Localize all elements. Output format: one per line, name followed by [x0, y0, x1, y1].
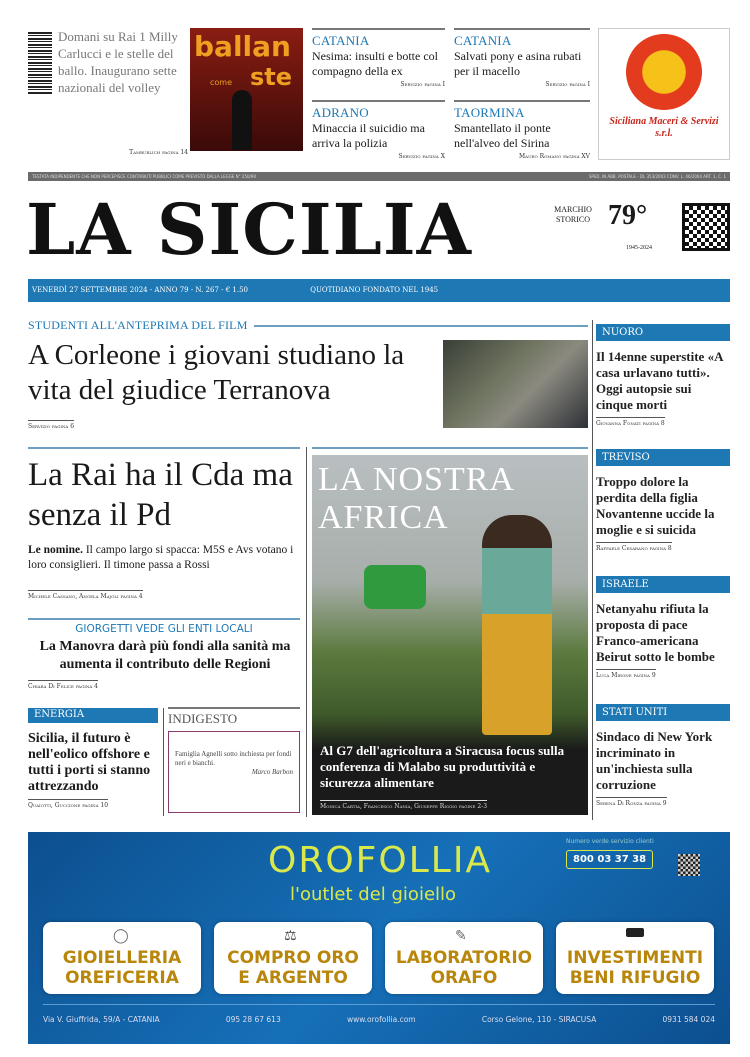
ad-footer: [43, 1004, 715, 1024]
anniversary-years: 1945-2024: [626, 245, 652, 251]
website-link[interactable]: www.orofollia.com: [346, 1015, 416, 1024]
lead-kicker-row: [28, 318, 588, 333]
marchio-storico: MARCHIO STORICO: [554, 205, 592, 224]
sidebar-byline: Raffaele Cesarano pagina 8: [596, 542, 672, 552]
manovra-byline: Chiara Di Felice pagina 4: [28, 680, 98, 690]
indigesto-author: Marco Barbon: [251, 768, 293, 776]
rai-byline: Michele Cassano, Angela Majoli pagina 4: [28, 590, 143, 600]
column-rule: [592, 320, 593, 820]
kicker: STUDENTI ALL'ANTEPRIMA DEL FILM: [28, 318, 248, 332]
rai-headline[interactable]: La Rai ha il Cda ma senza il Pd: [28, 457, 293, 533]
top-advertisement[interactable]: [598, 28, 730, 160]
column-rule: [163, 708, 164, 816]
ad-qr-code[interactable]: [678, 854, 700, 876]
sidebar-byline: Giovanna Fonati pagina 8: [596, 417, 665, 427]
teaser-text: Domani su Rai 1 Milly Carlucci e le stelle del ballo. Inaugurano sette nazionali del volley: [58, 29, 178, 95]
box-line1: GIOIELLERIA: [62, 948, 182, 968]
phone-number[interactable]: 800 03 37 38: [566, 850, 653, 869]
sidebar-byline: Serena Di Ronza pagina 9: [596, 797, 667, 807]
divider: [312, 447, 588, 449]
africa-byline: Monica Cartia, Francesco Nania, Giuseppe Riggio pagine 2-3: [320, 800, 487, 810]
teaser-image-sub2: ste: [250, 63, 293, 91]
box-line2: E ARGENTO: [238, 968, 348, 988]
sidebar-byline: Luca Mirone pagina 9: [596, 669, 656, 679]
column-rule: [306, 447, 307, 817]
phone-catania[interactable]: 095 28 67 613: [225, 1015, 281, 1024]
africa-photo[interactable]: [312, 455, 588, 815]
brand-logo: OROFOLLIA: [268, 840, 493, 881]
box-line1: LABORATORIO: [395, 948, 533, 968]
africa-caption: Al G7 dell'agricoltura a Siracusa focus sulla conferenza di Malabo su produttività e sicurezza alimentare: [320, 743, 565, 790]
byline: Servizio pagina I: [545, 81, 590, 88]
kicker: CATANIA: [312, 33, 370, 48]
section-israele[interactable]: ISRAELE: [596, 576, 730, 593]
section-stati-uniti[interactable]: STATI UNITI: [596, 704, 730, 721]
box-line2: ORAFO: [430, 968, 498, 988]
lead-byline: Servizio pagina 6: [28, 420, 74, 430]
kicker: ADRANO: [312, 105, 369, 120]
news-catania-1[interactable]: [312, 28, 445, 88]
headline: Smantellato il ponte nell'alveo del Sirina: [454, 121, 551, 150]
logo-text: Siciliana Maceri & Servizi s.r.l.: [609, 116, 719, 139]
rai-summary: [28, 543, 300, 573]
indigesto-label: INDIGESTO: [168, 711, 238, 726]
section-nuoro[interactable]: NUORO: [596, 324, 730, 341]
byline: Servizio pagina I: [400, 81, 445, 88]
ad-box-gioielleria[interactable]: [43, 922, 201, 994]
phone-siracusa[interactable]: 0931 584 024: [662, 1015, 715, 1024]
anniversary-number: 79°: [608, 200, 648, 231]
teaser-image-sub: come: [210, 78, 233, 87]
kicker: TAORMINA: [454, 105, 525, 120]
sidebar-headline: Netanyahu rifiuta la proposta di pace Franco-americana Beirut sotto le bombe: [596, 601, 715, 664]
summary-body: Il campo largo si spacca: M5S e Avs votano i loro consiglieri. Il timone passa a Rossi: [28, 544, 294, 571]
sidebar-item-treviso[interactable]: [596, 449, 731, 552]
tool-icon: ✎: [455, 928, 467, 944]
lead-photo[interactable]: [443, 340, 588, 428]
divider: [28, 618, 300, 620]
section-energia[interactable]: ENERGIA: [28, 708, 158, 723]
sidebar-headline: Sindaco di New York incriminato in un'inchiesta sulla corruzione: [596, 729, 713, 792]
headline: Nesima: insulti e botte col compagno della ex: [312, 49, 438, 78]
masthead-title[interactable]: LA SICILIA: [26, 188, 472, 271]
brand-tagline: l'outlet del gioiello: [290, 884, 457, 905]
barcode: [28, 32, 52, 94]
divider: [28, 447, 300, 449]
box-line1: COMPRO ORO: [227, 948, 359, 968]
lead-in: Le nomine.: [28, 544, 83, 556]
sidebar-headline: Il 14enne superstite «A casa urlavano tutti». Oggi autopsie sui cinque morti: [596, 349, 723, 412]
teaser-block[interactable]: [58, 28, 188, 156]
gold-bar-icon: [626, 928, 644, 937]
issue-date: VENERDÌ 27 SETTEMBRE 2024 - ANNO 79 - N. 267 - € 1.50: [32, 286, 248, 294]
scale-icon: ⚖: [284, 928, 297, 944]
energia-block[interactable]: [28, 708, 162, 809]
manovra-headline[interactable]: La Manovra darà più fondi alla sanità ma aumenta il contributo delle Regioni: [39, 639, 291, 672]
box-line2: BENI RIFUGIO: [569, 968, 701, 988]
energia-byline: Quaiotti, Guccione pagina 10: [28, 799, 108, 809]
news-adrano[interactable]: [312, 100, 445, 160]
byline: Servizio pagina X: [398, 153, 445, 160]
manovra-kicker: GIORGETTI VEDE GLI ENTI LOCALI: [75, 623, 253, 635]
box-line1: INVESTIMENTI: [566, 948, 704, 968]
teaser-image-title: ballan: [194, 30, 291, 63]
address-siracusa: Corso Gelone, 110 - SIRACUSA: [481, 1015, 597, 1024]
indigesto-box[interactable]: [168, 707, 300, 813]
section-treviso[interactable]: TREVISO: [596, 449, 730, 466]
energia-headline: Sicilia, il futuro è nell'eolico offshore e tutti i porti si stanno attrezzando: [28, 731, 151, 794]
legal-right: SPED. IN ABB. POSTALE - DL 353/2003 CONV. L. 46/2004 ART. 1, C. 1: [588, 174, 726, 179]
watering-can: [364, 565, 426, 609]
phone-label: Numero verde servizio clienti: [566, 838, 654, 845]
kicker: CATANIA: [454, 33, 512, 48]
indigesto-text: Famiglia Agnelli sotto inchiesta per fondi neri e bianchi.: [175, 750, 292, 767]
lead-headline[interactable]: A Corleone i giovani studiano la vita del giudice Terranova: [28, 339, 405, 406]
byline: Mauro Romano pagina XV: [519, 153, 590, 160]
news-taormina[interactable]: [454, 100, 590, 160]
orofollia-advertisement[interactable]: [28, 832, 730, 1044]
trinacria-logo: [626, 34, 702, 110]
sidebar-item-israele[interactable]: [596, 576, 731, 679]
sidebar-item-nuoro[interactable]: [596, 324, 731, 427]
legal-bar: [28, 172, 730, 181]
indigesto-card: [168, 731, 300, 813]
dateline-bar: [28, 279, 730, 302]
ad-box-compro-oro[interactable]: [214, 922, 372, 994]
africa-title: LA NOSTRA AFRICA: [318, 461, 514, 536]
teaser-image[interactable]: [190, 28, 303, 151]
headline: Salvati pony e asina rubati per il macello: [454, 49, 582, 78]
news-catania-2[interactable]: [454, 28, 590, 88]
kicker-rule: [254, 325, 588, 327]
founded: QUOTIDIANO FONDATO NEL 1945: [310, 286, 439, 294]
headline: Minaccia il suicidio ma arriva la polizia: [312, 121, 425, 150]
box-line2: OREFICERIA: [65, 968, 179, 988]
ad-box-investimenti[interactable]: [556, 922, 714, 994]
teaser-byline: Tamburlich pagina 14: [129, 149, 188, 156]
dancer-figure: [232, 90, 252, 150]
ad-box-laboratorio[interactable]: [385, 922, 543, 994]
legal-left: TESTATA INDIPENDENTE CHE NON PERCEPISCE CONTRIBUTI PUBBLICI COME PREVISTO DALLA LEGGE N° 250/90: [32, 174, 256, 179]
sidebar-headline: Troppo dolore la perdita della figlia Novantenne uccide la moglie e si suicida: [596, 474, 715, 537]
ring-icon: ◯: [113, 928, 129, 944]
sidebar-item-stati-uniti[interactable]: [596, 704, 731, 807]
address-catania: Via V. Giuffrida, 59/A - CATANIA: [43, 1015, 160, 1024]
woman-figure: [482, 515, 552, 735]
qr-code[interactable]: [682, 203, 730, 251]
